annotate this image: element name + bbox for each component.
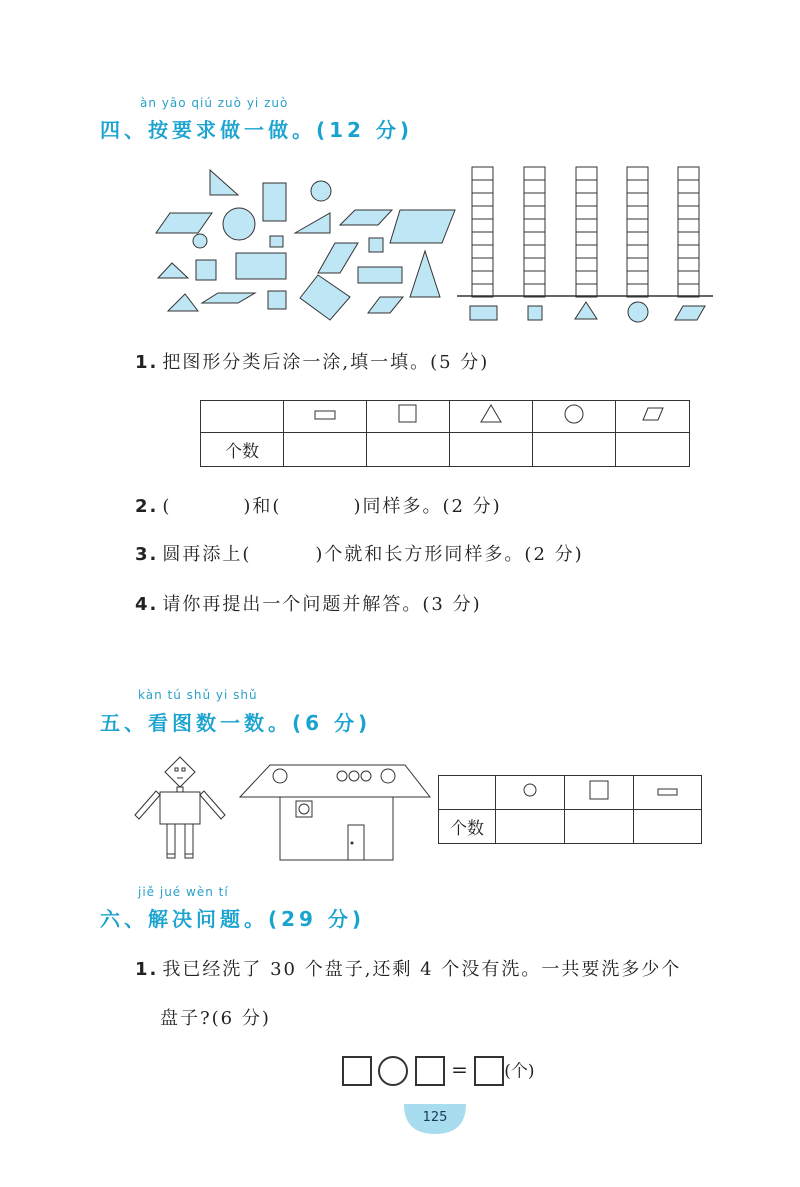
count-cell-parallelogram[interactable] (616, 433, 690, 467)
parallelogram-shape (340, 210, 392, 225)
s4-count-table (200, 400, 690, 467)
section5-pinyin: kàn tú shǔ yi shǔ (138, 688, 258, 702)
count-cell-triangle[interactable] (450, 433, 533, 467)
unit-label: (个) (504, 1061, 535, 1082)
scattered-shapes-figure (150, 165, 460, 330)
s4-question-2: 2. ( )和( )同样多。(2 分) (135, 496, 502, 517)
count-cell-square[interactable] (565, 810, 634, 844)
s6-question-1-line2: 盘子?(6 分) (160, 1008, 271, 1029)
parallelogram-shape (156, 213, 212, 233)
circle-shape (311, 181, 331, 201)
rectangle-icon (656, 786, 680, 798)
circle-label-icon (628, 302, 648, 322)
robot-and-house-figure (130, 755, 435, 865)
rectangle-label-icon (470, 306, 497, 320)
square-icon (397, 403, 419, 425)
rectangle-shape (263, 183, 286, 221)
triangle-shape (295, 213, 330, 233)
square-shape (268, 291, 286, 309)
s5-count-table (438, 775, 702, 844)
triangle-shape (410, 251, 440, 297)
s4-question-4: 4. 请你再提出一个问题并解答。(3 分) (135, 594, 482, 615)
equals-sign: = (451, 1057, 468, 1082)
s6-question-1-line1: 1. 我已经洗了 30 个盘子,还剩 4 个没有洗。一共要洗多少个 (135, 959, 682, 980)
section4-pinyin: àn yāo qiú zuò yi zuò (140, 96, 289, 110)
parallelogram-shape (318, 243, 358, 273)
robot-figure (135, 757, 225, 858)
parallelogram-shape (390, 210, 455, 243)
parallelogram-shape (368, 297, 403, 313)
count-cell-rectangle[interactable] (634, 810, 702, 844)
count-cell-rectangle[interactable] (284, 433, 367, 467)
s4-question-1: 1. 把图形分类后涂一涂,填一填。(5 分) (135, 352, 490, 373)
equation-template (342, 1056, 534, 1086)
section6-title: 六、解决问题。(29 分) (100, 907, 366, 931)
section6-pinyin: jiě jué wèn tí (138, 885, 229, 899)
rectangle-shape (236, 253, 286, 279)
count-cell-square[interactable] (367, 433, 450, 467)
parallelogram-label-icon (675, 306, 705, 320)
section5-title: 五、看图数一数。(6 分) (100, 711, 372, 735)
result-box[interactable] (474, 1056, 504, 1086)
parallelogram-shape (202, 293, 255, 303)
square-icon (588, 779, 610, 801)
circle-icon (563, 403, 585, 425)
triangle-label-icon (575, 302, 597, 319)
s4-question-3: 3. 圆再添上( )个就和长方形同样多。(2 分) (135, 544, 584, 565)
circle-icon (522, 782, 538, 798)
count-row-label: 个数 (201, 433, 284, 467)
square-label-icon (528, 306, 542, 320)
count-row-label: 个数 (439, 810, 496, 844)
number-box[interactable] (415, 1056, 445, 1086)
count-cell-circle[interactable] (496, 810, 565, 844)
rectangle-icon (313, 408, 337, 422)
triangle-shape (210, 170, 238, 195)
section4-title: 四、按要求做一做。(12 分) (100, 118, 414, 142)
page-number: 125 (422, 1110, 448, 1125)
triangle-shape (158, 263, 188, 278)
number-box[interactable] (342, 1056, 372, 1086)
square-shape (270, 236, 283, 247)
triangle-icon (479, 403, 503, 425)
operator-circle[interactable] (378, 1056, 408, 1086)
rectangle-shape (358, 267, 402, 283)
square-shape (196, 260, 216, 280)
circle-shape (223, 208, 255, 240)
rectangle-shape (300, 275, 350, 320)
parallelogram-icon (641, 406, 665, 422)
circle-shape (193, 234, 207, 248)
count-cell-circle[interactable] (533, 433, 616, 467)
house-figure (240, 765, 430, 860)
classification-bar-grid[interactable] (455, 162, 720, 330)
triangle-shape (168, 294, 198, 311)
square-shape (369, 238, 383, 252)
